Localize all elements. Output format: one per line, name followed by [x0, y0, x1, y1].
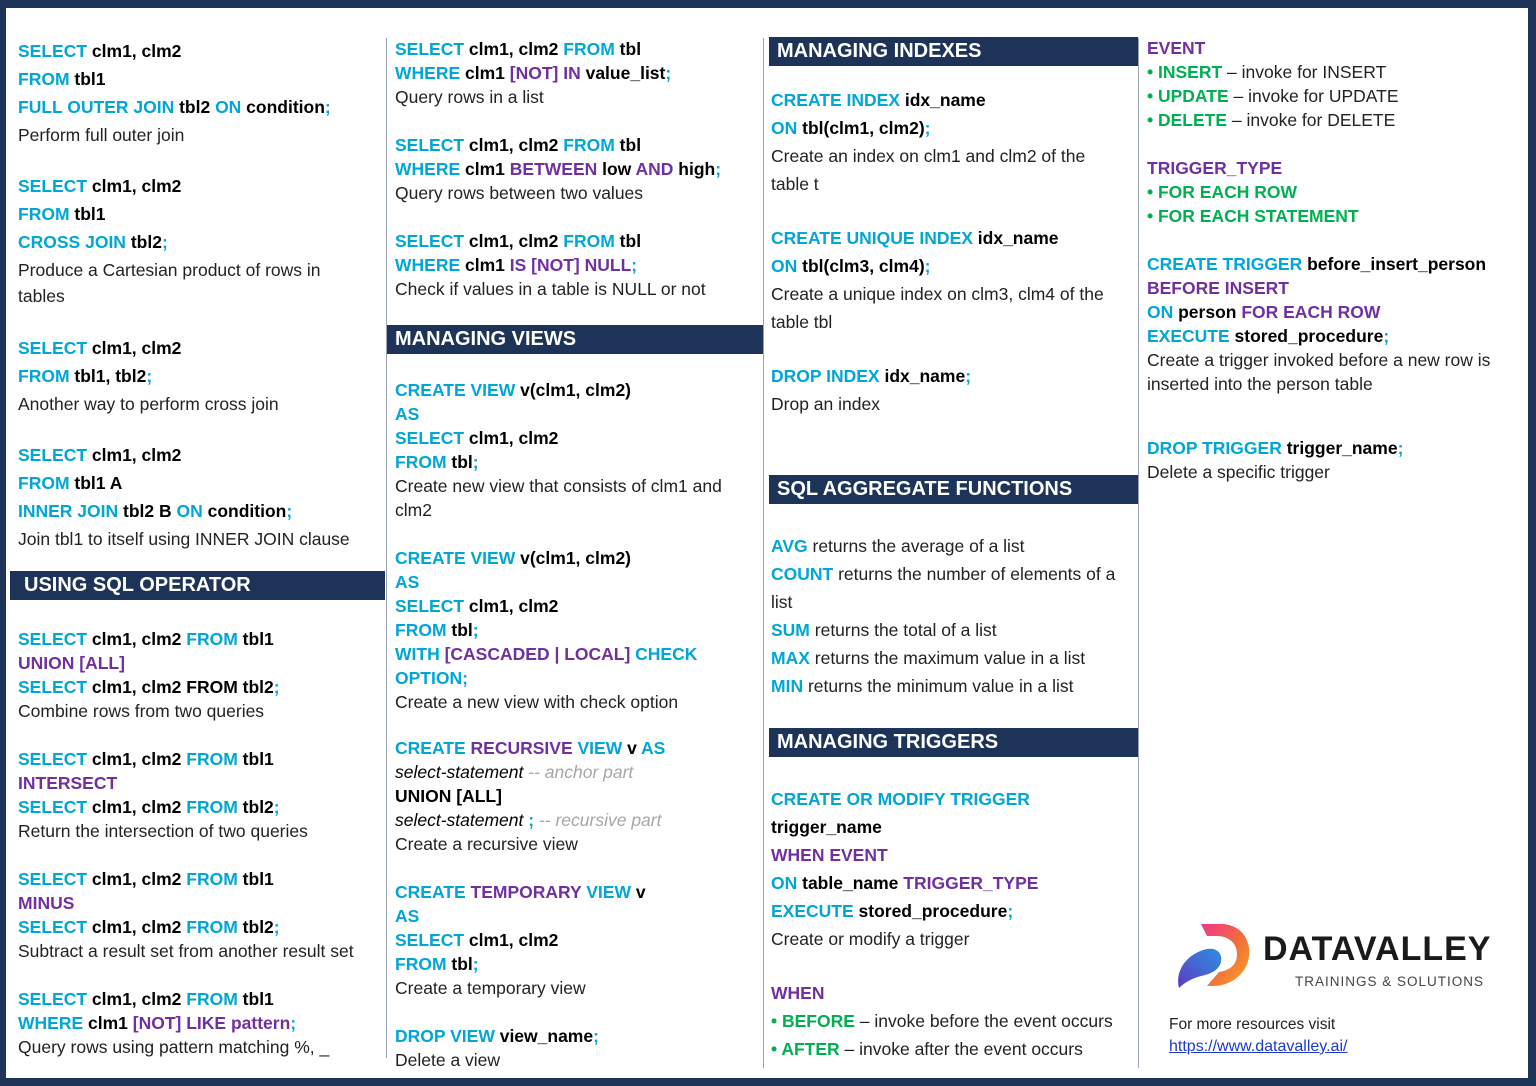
column-2-views [395, 378, 760, 1072]
snippet-description: Perform full outer join [18, 125, 185, 145]
create-trigger-snippet: CREATE OR MODIFY TRIGGER trigger_name WHEN EVENT ON table_name TRIGGER_TYPE EXECUTE stored_procedure; Create or modify a trigger [771, 785, 1133, 953]
column-1-operators [18, 627, 378, 1059]
create-index-snippet: CREATE INDEX idx_name ON tbl(clm1, clm2); Create an index on clm1 and clm2 of the table t [771, 86, 1133, 198]
snippet-description: Create new view that consists of clm1 and [395, 476, 722, 496]
event-snippet: EVENT • INSERT – invoke for INSERT • UPDATE – invoke for UPDATE • DELETE – invoke for DELETE [1147, 38, 1399, 130]
create-view-check-snippet: CREATE VIEW v(clm1, clm2) AS SELECT clm1, clm2 FROM tbl; WITH [CASCADED | LOCAL] CHECK OPTION; Create a new view with check option [395, 546, 760, 714]
drop-view-snippet: DROP VIEW view_name; Delete a view [395, 1024, 760, 1072]
snippet-description: Create or modify a trigger [771, 929, 970, 949]
snippet-description: clm2 [395, 500, 432, 520]
snippet-description: Delete a specific trigger [1147, 462, 1330, 482]
snippet-description: inserted into the person table [1147, 374, 1373, 394]
snippet-description: Delete a view [395, 1050, 501, 1070]
snippet-description: Create a temporary view [395, 978, 586, 998]
snippet-description: Create an index on clm1 and clm2 of the [771, 146, 1086, 166]
snippet-description: Return the intersection of two queries [18, 821, 308, 841]
snippet-description: Create a trigger invoked before a new row is [1147, 350, 1491, 370]
cross-join-snippet: SELECT clm1, clm2 FROM tbl1 CROSS JOIN tbl2; Produce a Cartesian product of rows in tables [18, 172, 378, 308]
snippet-description: tables [18, 286, 65, 306]
minus-snippet: SELECT clm1, clm2 FROM tbl1 MINUS SELECT clm1, clm2 FROM tbl2; Subtract a result set from another result set [18, 867, 378, 963]
column-3-indexes [771, 86, 1133, 418]
snippet-description: table tbl [771, 312, 833, 332]
when-snippet: WHEN • BEFORE – invoke before the event occurs • AFTER – invoke after the event occurs [771, 983, 1113, 1059]
null-snippet: SELECT clm1, clm2 FROM tbl WHERE clm1 IS [NOT] NULL; Check if values in a table is NULL or not [395, 229, 760, 301]
resources-text: For more resources visit [1169, 1016, 1336, 1033]
column-3-triggers [771, 785, 1133, 1063]
drop-trigger-snippet: DROP TRIGGER trigger_name; Delete a specific trigger [1147, 436, 1522, 484]
column-1 [18, 37, 378, 553]
snippet-description: Combine rows from two queries [18, 701, 265, 721]
brand-name: DATAVALLEY [1263, 930, 1492, 968]
section-header-aggregate-functions: SQL AGGREGATE FUNCTIONS [769, 475, 1138, 504]
snippet-description: Check if values in a table is NULL or not [395, 279, 706, 299]
aggregate-item: list [771, 592, 793, 612]
full-outer-join-snippet: SELECT clm1, clm2 FROM tbl1 FULL OUTER JOIN tbl2 ON condition; Perform full outer join [18, 37, 378, 149]
section-header-managing-views: MANAGING VIEWS [387, 325, 763, 354]
snippet-description: Drop an index [771, 394, 880, 414]
snippet-description: Produce a Cartesian product of rows in [18, 260, 321, 280]
section-header-managing-indexes: MANAGING INDEXES [769, 37, 1138, 66]
snippet-description: Subtract a result set from another result set [18, 941, 354, 961]
section-header-managing-triggers: MANAGING TRIGGERS [769, 728, 1138, 757]
between-snippet: SELECT clm1, clm2 FROM tbl WHERE clm1 BETWEEN low AND high; Query rows between two values [395, 133, 760, 205]
temporary-view-snippet: CREATE TEMPORARY VIEW v AS SELECT clm1, clm2 FROM tbl; Create a temporary view [395, 880, 760, 1000]
unique-index-snippet: CREATE UNIQUE INDEX idx_name ON tbl(clm3, clm4); Create a unique index on clm3, clm4 of the table tbl [771, 224, 1133, 336]
create-trigger-example: CREATE TRIGGER before_insert_person BEFORE INSERT ON person FOR EACH ROW EXECUTE stored_procedure; Create a trigger invoked before a new row is inserted into the person table [1147, 252, 1522, 396]
create-view-snippet: CREATE VIEW v(clm1, clm2) AS SELECT clm1, clm2 FROM tbl; Create new view that consists of clm1 and clm2 [395, 378, 760, 522]
aggregate-item: COUNT returns the number of elements of a [771, 564, 1116, 584]
snippet-description: Query rows in a list [395, 87, 544, 107]
union-snippet: SELECT clm1, clm2 FROM tbl1 UNION [ALL] SELECT clm1, clm2 FROM tbl2; Combine rows from two queries [18, 627, 378, 723]
aggregate-item: SUM returns the total of a list [771, 620, 997, 640]
aggregate-item: AVG returns the average of a list [771, 536, 1025, 556]
self-join-snippet: SELECT clm1, clm2 FROM tbl1 A INNER JOIN tbl2 B ON condition; Join tbl1 to itself using INNER JOIN clause [18, 441, 378, 553]
datavalley-logo-icon [1171, 920, 1251, 992]
recursive-view-snippet: CREATE RECURSIVE VIEW v AS select-statement -- anchor part UNION [ALL] select-statement ; -- recursive part Create a recursive view [395, 736, 760, 856]
column-divider [386, 38, 387, 1058]
snippet-description: Join tbl1 to itself using INNER JOIN clause [18, 529, 350, 549]
brand-tagline: TRAININGS & SOLUTIONS [1295, 974, 1485, 989]
section-header-sql-operator: USING SQL OPERATOR [10, 571, 385, 600]
snippet-description: Create a new view with check option [395, 692, 679, 712]
drop-index-snippet: DROP INDEX idx_name; Drop an index [771, 362, 1133, 418]
like-snippet: SELECT clm1, clm2 FROM tbl1 WHERE clm1 [NOT] LIKE pattern; Query rows using pattern matching %, _ [18, 987, 378, 1059]
snippet-description: Create a unique index on clm3, clm4 of the [771, 284, 1104, 304]
column-3-aggregates [771, 532, 1133, 700]
in-snippet: SELECT clm1, clm2 FROM tbl WHERE clm1 [NOT] IN value_list; Query rows in a list [395, 37, 760, 109]
column-divider [1138, 38, 1139, 1068]
cheat-sheet-page [6, 8, 1528, 1078]
datavalley-logo [1171, 920, 1511, 1000]
snippet-description: Create a recursive view [395, 834, 578, 854]
cross-join-alt-snippet: SELECT clm1, clm2 FROM tbl1, tbl2; Another way to perform cross join [18, 334, 378, 418]
intersect-snippet: SELECT clm1, clm2 FROM tbl1 INTERSECT SELECT clm1, clm2 FROM tbl2; Return the intersection of two queries [18, 747, 378, 843]
snippet-description: Query rows using pattern matching %, _ [18, 1037, 330, 1057]
website-link[interactable]: https://www.datavalley.ai/ [1169, 1038, 1348, 1055]
snippet-description: table t [771, 174, 819, 194]
aggregate-item: MAX returns the maximum value in a list [771, 648, 1086, 668]
snippet-description: Query rows between two values [395, 183, 644, 203]
trigger-type-snippet: TRIGGER_TYPE • FOR EACH ROW • FOR EACH STATEMENT [1147, 158, 1359, 226]
column-2 [395, 37, 760, 301]
aggregate-item: MIN returns the minimum value in a list [771, 676, 1074, 696]
column-divider [763, 38, 764, 1068]
column-4 [1147, 36, 1522, 484]
snippet-description: Another way to perform cross join [18, 394, 279, 414]
